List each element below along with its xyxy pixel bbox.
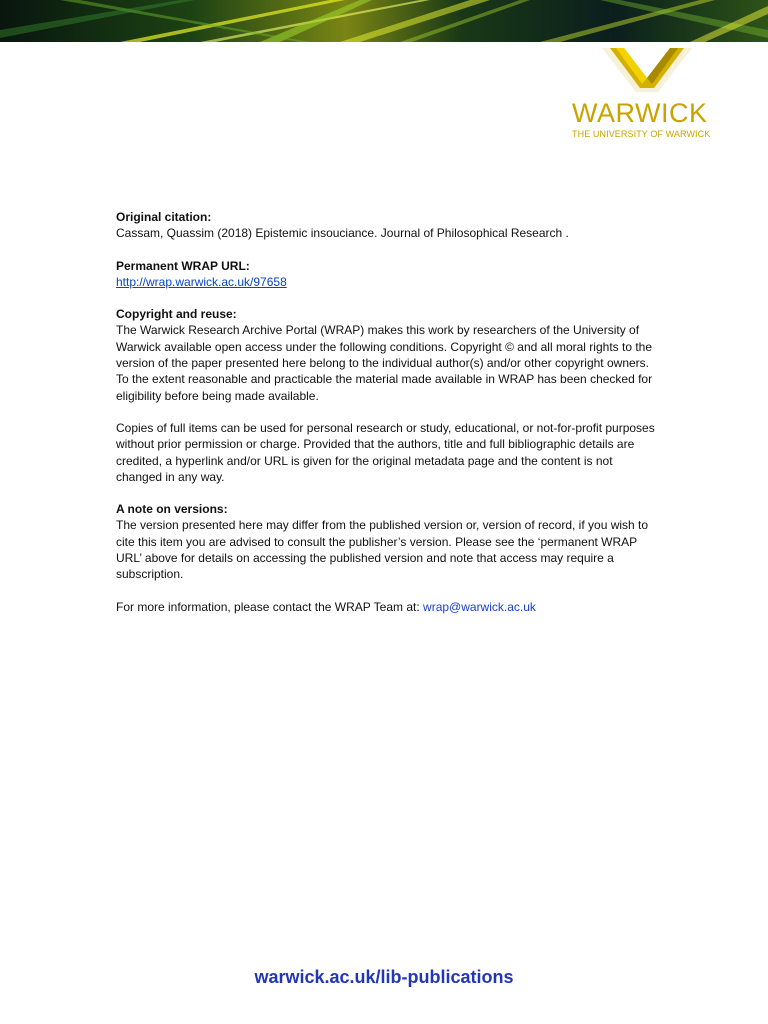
copies-section [116, 420, 656, 485]
versions-heading: A note on versions: [116, 502, 228, 517]
contact-line [116, 599, 656, 615]
citation-section [116, 209, 656, 242]
logo-subtitle: THE UNIVERSITY OF WARWICK [572, 129, 711, 139]
permanent-url-section [116, 258, 656, 291]
citation-heading: Original citation: [116, 210, 212, 224]
contact-email-link[interactable]: wrap@warwick.ac.uk [423, 599, 536, 614]
permanent-url-link[interactable]: http://wrap.warwick.ac.uk/97658 [116, 274, 287, 289]
permanent-url-heading: Permanent WRAP URL: [116, 258, 250, 273]
logo-wordmark: WARWICK [572, 98, 708, 128]
citation-text: Cassam, Quassim (2018) Epistemic insouciance. Journal of Philosophical Research . [116, 226, 569, 241]
versions-text: The version presented here may differ from the published version or, version of record, if you wish to cite this item you are advised to consult the publisher’s version. Please see the ‘permanent WRAP URL’ above for details on accessing the published version and note that access may require a subscription. [116, 518, 649, 582]
contact-section [116, 599, 656, 615]
versions-section [116, 501, 656, 582]
copies-text: Copies of full items can be used for personal research or study, educational, or not-for-profit purposes without prior permission or charge. Provided that the authors, title and full bibliographic details are credited, a hyperlink and/or URL is given for the original metadata page and the content is not changed in any way. [116, 420, 655, 484]
copyright-heading: Copyright and reuse: [116, 307, 237, 322]
copyright-section [116, 306, 656, 404]
header-banner [0, 0, 768, 42]
contact-text: For more information, please contact the WRAP Team at: [116, 599, 424, 614]
banner-light-streaks [0, 0, 768, 42]
logo-chevron-icon [602, 48, 692, 92]
copyright-text: The Warwick Research Archive Portal (WRAP) makes this work by researchers of the University of Warwick available open access under the following conditions. Copyright © and all moral rights to the version of the paper presented here belong to the individual author(s) and/or other copyright owners. To the extent reasonable and practicable the material made available in WRAP has been checked for eligibility before being made available. [116, 323, 653, 403]
cover-content [116, 209, 656, 631]
footer-url[interactable]: warwick.ac.uk/lib-publications [254, 967, 514, 987]
